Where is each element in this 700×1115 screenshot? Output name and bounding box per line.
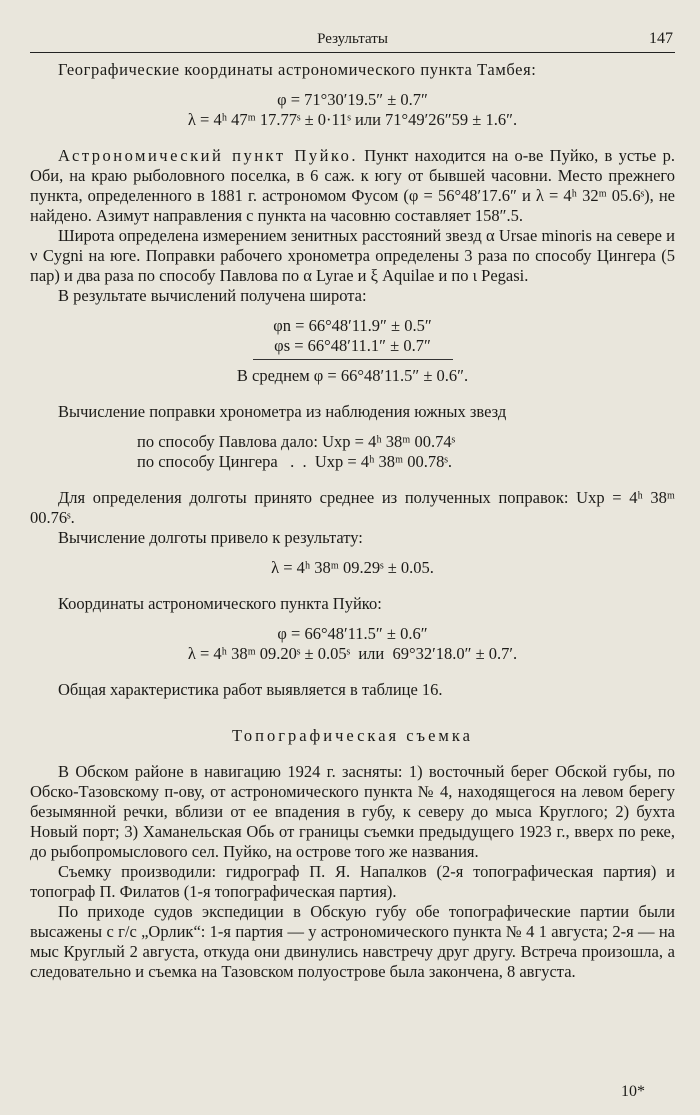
topo-paragraph-2: Съемку производили: гидрограф П. Я. Напалков (2-я топографическая партия) и топограф П. Филатов (1-я топографическая партия). xyxy=(30,862,675,901)
chronometer-methods xyxy=(137,432,675,472)
phi-n: φn = 66°48′11.9″ ± 0.5″ xyxy=(273,316,432,335)
lambda-result: λ = 4ʰ 38ᵐ 09.29ˢ ± 0.05. xyxy=(271,558,434,577)
page-number: 147 xyxy=(649,30,673,47)
tambey-intro: Географические координаты астрономического пункта Тамбея: xyxy=(58,60,537,79)
puyko-paragraph-2: Широта определена измерением зенитных расстояний звезд α Ursae minoris на севере и ν Cygni на юге. Поправки рабочего хронометра определены 3 раза по способу Цингера (5 пар) и два раза по способу Павлова по α Lyrae и ξ Aquilae и по ι Pegasi. xyxy=(30,226,675,285)
phi-mean: В среднем φ = 66°48′11.5″ ± 0.6″. xyxy=(236,366,469,385)
tambey-lambda: λ = 4ʰ 47ᵐ 17.77ˢ ± 0·11ˢ или 71°49′26″59 ± 1.6″. xyxy=(187,110,518,129)
zinger-method: по способу Цингера . . Uхр = 4ʰ 38ᵐ 00.78ˢ. xyxy=(137,452,452,471)
pavlov-method: по способу Павлова дало: Uхр = 4ʰ 38ᵐ 00.74ˢ xyxy=(137,432,456,451)
puyko-paragraph-1 xyxy=(30,146,675,226)
topo-paragraph-1: В Обском районе в навигацию 1924 г. засняты: 1) восточный берег Обской губы, по Обско-Тазовскому п-ову, от астрономического пункта № 4, находящегося на левом берегу безымянной речки, вблизи от ее впадения в губу, к северу до мыса Круглого; 2) бухта Новый порт; 3) Хаманельская Обь от границы съемки предыдущего 1923 г., вверх по реке, до рыбопромыслового сел. Пуйко, на острове того же названия. xyxy=(30,762,675,861)
signature-mark: 10* xyxy=(621,1083,645,1100)
page-body xyxy=(30,60,675,982)
phi-s: φs = 66°48′11.1″ ± 0.7″ xyxy=(274,336,431,355)
puyko-phi: φ = 66°48′11.5″ ± 0.6″ xyxy=(277,624,428,643)
puyko-p1-text: Пункт находится на о-ве Пуйко, в устье р. Оби, на краю рыболовного поселка, в 6 саж. к югу от бывшей часовни. Место прежнего пункта, определенного в 1881 г. астрономом Фусом (φ = 56°48′17.6″ и λ = 4ʰ 32ᵐ 05.6ˢ), не найдено. Азимут направления с пункта на часовню составляет 158″.5. xyxy=(30,146,676,225)
longitude-definition: Для определения долготы принято среднее из полученных поправок: Uхр = 4ʰ 38ᵐ 00.76ˢ. xyxy=(30,488,675,527)
puyko-coords-intro: Координаты астрономического пункта Пуйко: xyxy=(58,594,382,613)
puyko-lambda: λ = 4ʰ 38ᵐ 09.20ˢ ± 0.05ˢ или 69°32′18.0″ ± 0.7′. xyxy=(187,644,518,663)
chronometer-intro: Вычисление поправки хронометра из наблюдения южных звезд xyxy=(58,402,507,421)
topo-paragraph-3: По приходе судов экспедиции в Обскую губу обе топографические партии были высажены с г/с „Орлик“: 1-я партия — у астрономического пункта № 4 1 августа; 2-я — на мыс Круглый 2 августа, откуда они двинулись навстречу друг другу. Встреча произошла, а следовательно и съемка на Тазовском полуострове была закончена, 8 августа. xyxy=(30,902,675,981)
latitude-result-intro: В результате вычислений получена широта: xyxy=(58,286,367,305)
sum-rule xyxy=(253,359,453,360)
tambey-phi: φ = 71°30′19.5″ ± 0.7″ xyxy=(277,90,428,109)
longitude-calc-intro: Вычисление долготы привело к результату: xyxy=(58,528,363,547)
section-heading-topography: Топографическая съемка xyxy=(232,726,473,745)
summary-line: Общая характеристика работ выявляется в таблице 16. xyxy=(58,680,443,699)
header-title: Результаты xyxy=(317,31,388,47)
puyko-heading: Астрономический пункт Пуйко. xyxy=(58,146,358,165)
running-header xyxy=(30,30,675,53)
